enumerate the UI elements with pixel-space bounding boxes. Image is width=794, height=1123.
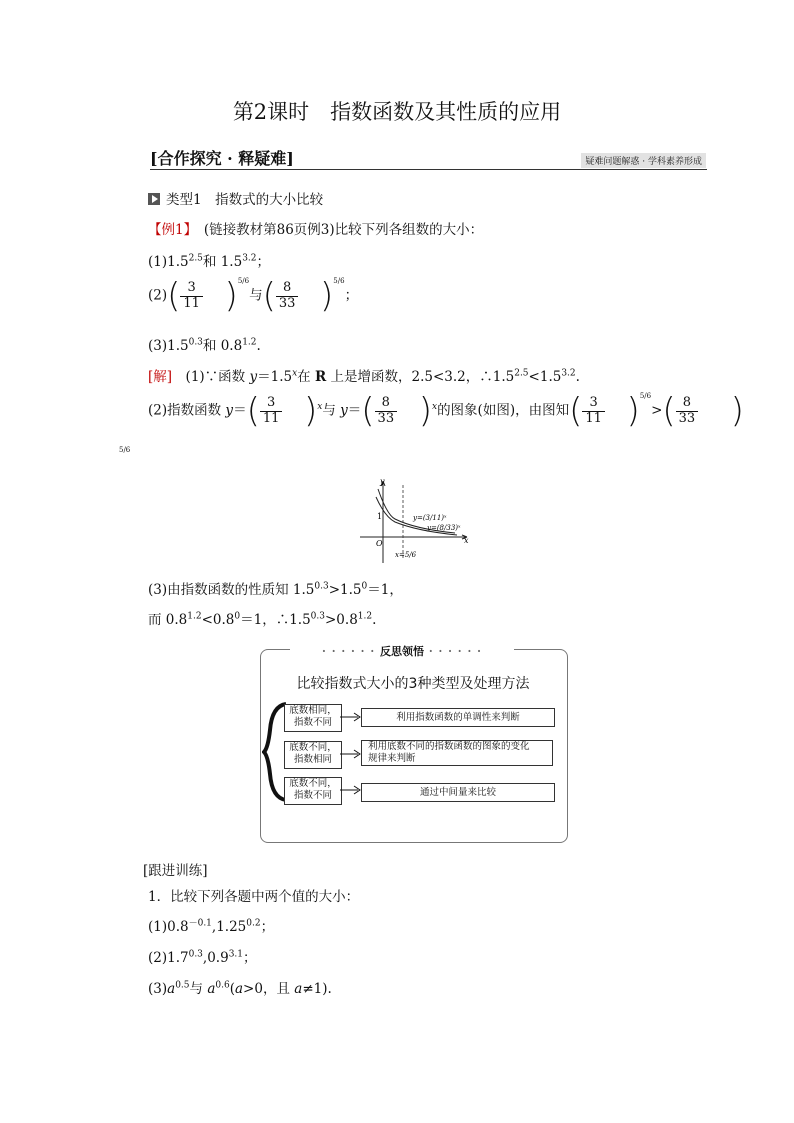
solution-step-3: (3)由指数函数的性质知 $1.5^{0.3}>1.5^0=1$，: [148, 581, 403, 598]
arrow-right-icon: [340, 750, 360, 758]
graph-one-label: 1: [377, 512, 383, 521]
play-triangle-icon: [148, 193, 160, 205]
example-label: 【例1】: [148, 222, 191, 238]
type-heading: 类型1 指数式的大小比较: [148, 188, 323, 208]
wrapped-exponent: 5/6: [119, 446, 131, 454]
practice-question: 1．比较下列各题中两个值的大小：: [148, 889, 360, 905]
condition-cell-2: 底数不同， 指数相同: [284, 741, 342, 769]
page-title: 第2课时 指数函数及其性质的应用: [232, 100, 562, 124]
practice-item-2: $(2)1.7^{0.3},0.9^{3.1}$；: [148, 949, 257, 966]
example-part-1: $(1)1.5^{2.5}$和 $1.5^{3.2}$；: [148, 253, 271, 270]
graph-curve-label-2: y=(8/33)ˣ: [427, 524, 461, 532]
arrow-right-icon: [340, 786, 360, 794]
method-cell-2: 利用底数不同的指数函数的图象的变化 规律来判断: [361, 740, 553, 766]
arrow-right-icon: [340, 713, 360, 721]
reflection-title: 比较指数式大小的3种类型及处理方法: [296, 676, 530, 692]
example-text: (链接教材第86页例3)比较下列各组数的大小：: [203, 222, 484, 238]
section-rule: [150, 169, 707, 170]
method-cell-3: 通过中间量来比较: [361, 783, 555, 802]
graph-curve-label-1: y=(3/11)ˣ: [413, 514, 447, 522]
practice-item-3: $(3)a^{0.5}$与 $a^{0.6}(a>0$，且 a≠1).: [148, 980, 332, 997]
section-tag: 疑难问题解惑 · 学科素养形成: [581, 153, 706, 168]
condition-cell-1: 底数相同， 指数不同: [284, 704, 342, 732]
solution-step-2: (2)指数函数 y＝( $\frac{3}{11}$ )$^x$与 y＝( $\frac{8}{33}$ )$^x$的图象(如图)，由图知( $\frac{3}{11}$ )$^{5/6}$>( $\frac{8}{33}$ ): [148, 391, 744, 431]
practice-item-1: $(1)0.8^{-0.1},1.25^{0.2}$；: [148, 918, 275, 935]
example-part-2: (2)( $\frac{3}{11}$ )$^{5/6}$与( $\frac{8}{33}$ )$^{5/6}$；: [148, 276, 359, 316]
example-intro: [148, 218, 483, 238]
section-title: [合作探究 · 释疑难]: [150, 149, 294, 168]
condition-cell-3: 底数不同， 指数不同: [284, 777, 342, 805]
graph-y-label: y: [380, 477, 385, 486]
fraction: $\frac{3}{11}$: [180, 281, 203, 312]
example-part-3: $(3)1.5^{0.3}$和 $0.8^{1.2}$.: [148, 337, 261, 354]
exponential-graph: [355, 475, 475, 567]
fraction: $\frac{8}{33}$: [276, 281, 299, 312]
graph-origin-label: O: [376, 539, 383, 548]
graph-dashed-line-label: x=5/6: [395, 551, 417, 559]
solution-step-4: 而 $0.8^{1.2}<0.8^0=1$，$\therefore 1.5^{0.3}>0.8^{1.2}$.: [148, 611, 377, 628]
solution-step-1: [解] (1)∵函数 $y=1.5^x$在 R 上是增函数，2.5<3.2，$\therefore 1.5^{2.5}<1.5^{3.2}$.: [148, 368, 580, 385]
solution-label: [解]: [148, 369, 173, 385]
practice-label: [跟进训练]: [143, 863, 208, 879]
reflection-tag: · · · · · · 反思领悟 · · · · · ·: [290, 643, 514, 659]
method-cell-1: 利用指数函数的单调性来判断: [361, 708, 555, 727]
graph-x-label: x: [464, 536, 469, 545]
